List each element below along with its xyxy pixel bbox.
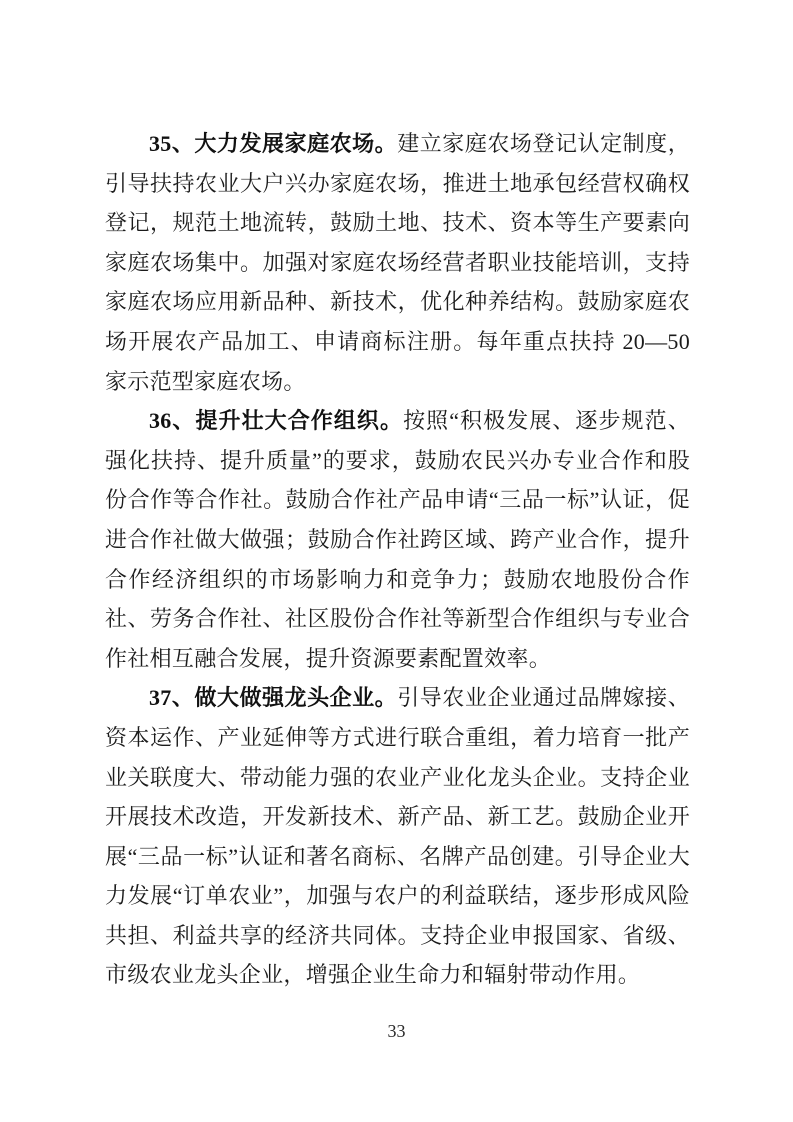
paragraph-36 <box>105 401 690 678</box>
paragraph-36-heading: 36、提升壮大合作组织。 <box>149 408 404 434</box>
paragraph-35 <box>105 124 690 401</box>
page-number: 33 <box>387 1021 406 1041</box>
paragraph-37-heading: 37、做大做强龙头企业。 <box>149 685 398 711</box>
document-body <box>105 124 690 995</box>
paragraph-35-heading: 35、大力发展家庭农场。 <box>149 131 398 156</box>
paragraph-37 <box>105 678 690 995</box>
paragraph-35-text: 建立家庭农场登记认定制度，引导扶持农业大户兴办家庭农场，推进土地承包经营权确权登记，规范土地流转，鼓励土地、技术、资本等生产要素向家庭农场集中。加强对家庭农场经营者职业技能培训，支持家庭农场应用新品种、新技术，优化种养结构。鼓励家庭农场开展农产品加工、申请商标注册。每年重点扶持 20—50 家示范型家庭农场。 <box>105 131 690 394</box>
paragraph-36-text: 按照“积极发展、逐步规范、强化扶持、提升质量”的要求，鼓励农民兴办专业合作和股份合作等合作社。鼓励合作社产品申请“三品一标”认证，促进合作社做大做强；鼓励合作社跨区域、跨产业合作，提升合作经济组织的市场影响力和竞争力；鼓励农地股份合作社、劳务合作社、社区股份合作社等新型合作组织与专业合作社相互融合发展，提升资源要素配置效率。 <box>105 408 690 671</box>
paragraph-37-text: 引导农业企业通过品牌嫁接、资本运作、产业延伸等方式进行联合重组，着力培育一批产业关联度大、带动能力强的农业产业化龙头企业。支持企业开展技术改造，开发新技术、新产品、新工艺。鼓励企业开展“三品一标”认证和著名商标、名牌产品创建。引导企业大力发展“订单农业”，加强与农户的利益联结，逐步形成风险共担、利益共享的经济共同体。支持企业申报国家、省级、市级农业龙头企业，增强企业生命力和辐射带动作用。 <box>105 685 690 988</box>
